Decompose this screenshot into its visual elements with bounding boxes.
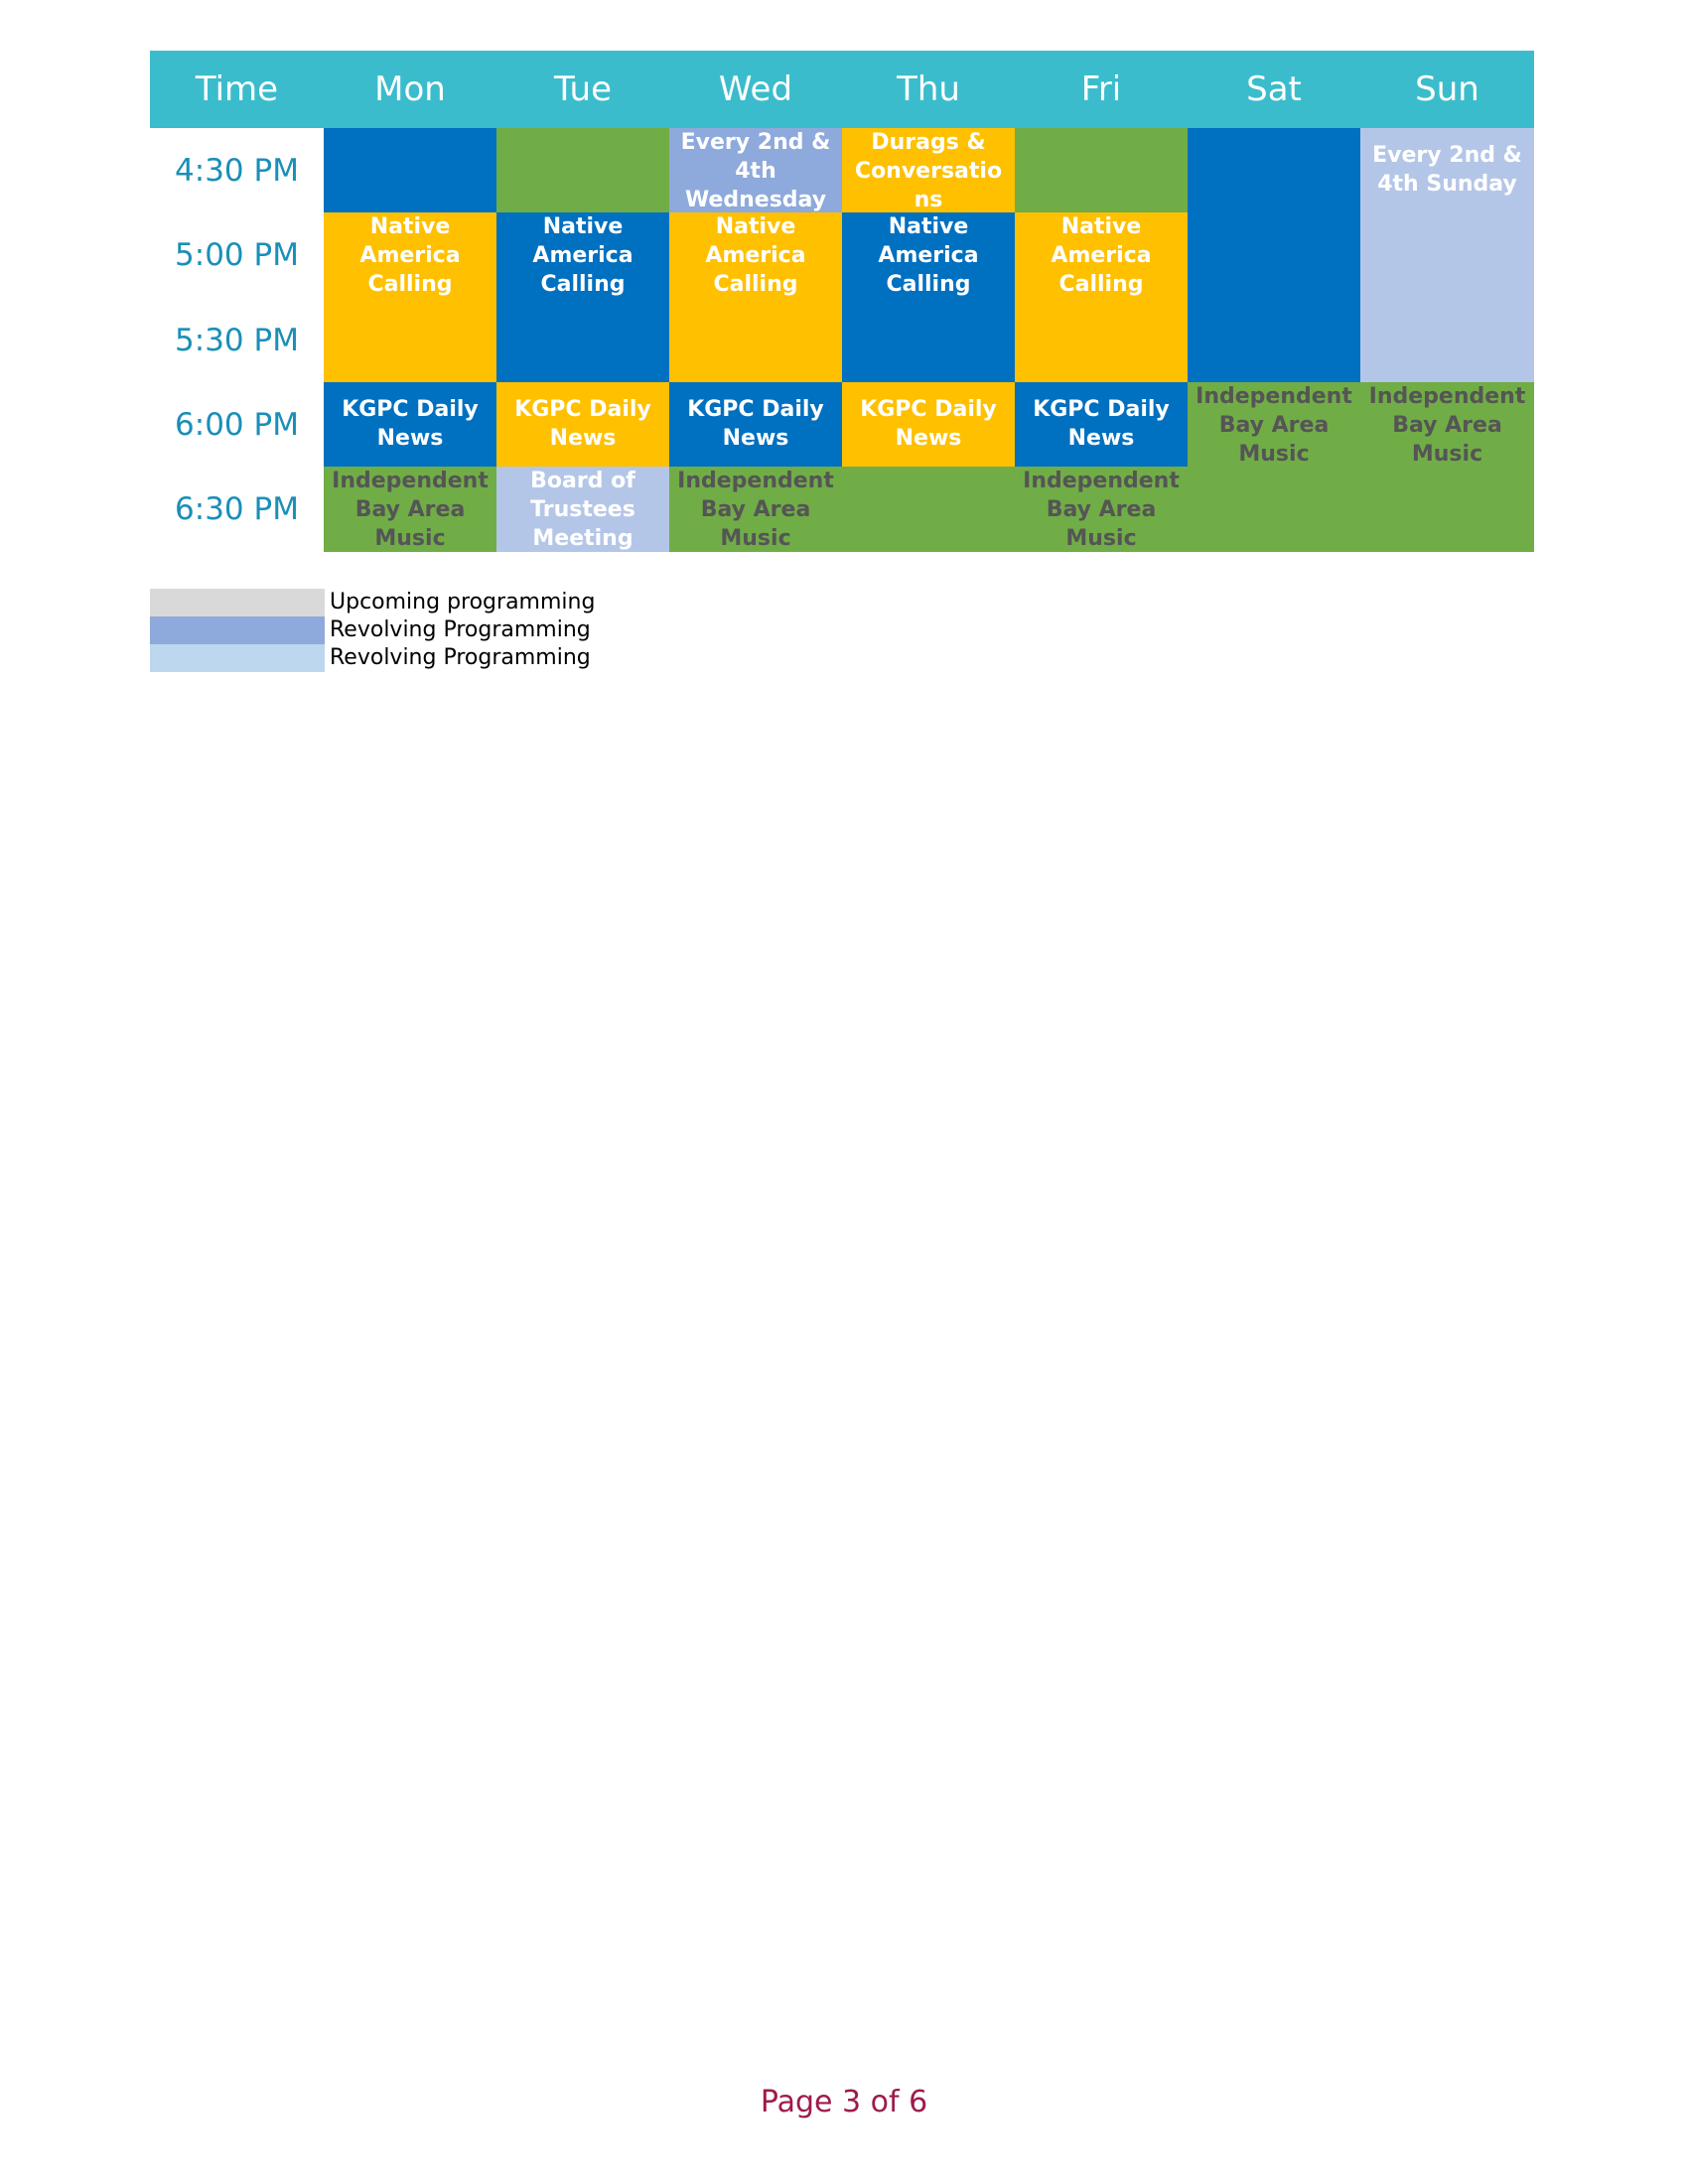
program-title: KGPC Daily News bbox=[342, 397, 479, 451]
program-title: Native America Calling bbox=[878, 214, 979, 297]
legend-swatch bbox=[150, 644, 325, 672]
program-schedule-grid bbox=[150, 51, 1534, 552]
program-title: Board of Trustees Meeting bbox=[530, 469, 635, 551]
program-cell-sat-430 bbox=[1188, 128, 1360, 382]
legend-label: Revolving Programming bbox=[330, 645, 591, 670]
header-time: Time bbox=[150, 51, 324, 128]
program-cell-sun-600 bbox=[1360, 382, 1534, 552]
program-title: Independent Bay Area Music bbox=[1368, 384, 1526, 467]
header-wed: Wed bbox=[669, 51, 842, 128]
program-cell-wed-430 bbox=[669, 128, 842, 212]
program-cell-mon-630 bbox=[324, 467, 496, 552]
header-mon: Mon bbox=[324, 51, 496, 128]
header-tue: Tue bbox=[496, 51, 669, 128]
program-cell-wed-600 bbox=[669, 382, 842, 467]
legend-label: Revolving Programming bbox=[330, 617, 591, 642]
program-cell-wed-630 bbox=[669, 467, 842, 552]
program-cell-thu-430 bbox=[842, 128, 1015, 212]
program-title: KGPC Daily News bbox=[860, 397, 997, 451]
program-title: Native America Calling bbox=[532, 214, 633, 297]
page-number: Page 3 of 6 bbox=[760, 2085, 928, 2119]
time-label-430: 4:30 PM bbox=[175, 152, 299, 189]
program-cell-mon-600 bbox=[324, 382, 496, 467]
program-cell-sun-430 bbox=[1360, 128, 1534, 382]
program-title: Independent Bay Area Music bbox=[1023, 469, 1180, 551]
program-title: Native America Calling bbox=[705, 214, 806, 297]
program-title: Native America Calling bbox=[359, 214, 461, 297]
program-cell-sat-600 bbox=[1188, 382, 1360, 552]
program-title: Every 2nd & 4th Wednesday bbox=[680, 130, 831, 212]
time-label-630: 6:30 PM bbox=[175, 490, 299, 527]
program-cell-tue-430 bbox=[496, 128, 669, 212]
program-cell-thu-500 bbox=[842, 212, 1015, 382]
legend-label: Upcoming programming bbox=[330, 590, 596, 614]
program-cell-fri-630 bbox=[1015, 467, 1188, 552]
program-cell-wed-500 bbox=[669, 212, 842, 382]
program-cell-tue-500 bbox=[496, 212, 669, 382]
program-title: Independent Bay Area Music bbox=[677, 469, 834, 551]
header-sat: Sat bbox=[1188, 51, 1360, 128]
program-cell-mon-430 bbox=[324, 128, 496, 212]
program-cell-tue-600 bbox=[496, 382, 669, 467]
program-cell-thu-600 bbox=[842, 382, 1015, 467]
time-label-600: 6:00 PM bbox=[175, 406, 299, 443]
program-title: Independent Bay Area Music bbox=[332, 469, 489, 551]
program-cell-fri-600 bbox=[1015, 382, 1188, 467]
legend-swatch bbox=[150, 589, 325, 616]
legend-swatch bbox=[150, 616, 325, 644]
time-label-530: 5:30 PM bbox=[175, 322, 299, 358]
program-title: KGPC Daily News bbox=[687, 397, 824, 451]
header-sun: Sun bbox=[1360, 51, 1534, 128]
program-cell-tue-630 bbox=[496, 467, 669, 552]
program-cell-fri-430 bbox=[1015, 128, 1188, 212]
program-title: Durags & Conversatio ns bbox=[854, 130, 1003, 212]
program-cell-mon-500 bbox=[324, 212, 496, 382]
program-title: Every 2nd & 4th Sunday bbox=[1372, 143, 1522, 197]
program-cell-thu-630 bbox=[842, 467, 1015, 552]
program-title: Native America Calling bbox=[1051, 214, 1152, 297]
header-fri: Fri bbox=[1015, 51, 1188, 128]
time-label-500: 5:00 PM bbox=[175, 236, 299, 273]
program-cell-fri-500 bbox=[1015, 212, 1188, 382]
program-title: Independent Bay Area Music bbox=[1196, 384, 1352, 467]
header-thu: Thu bbox=[842, 51, 1015, 128]
program-title: KGPC Daily News bbox=[514, 397, 651, 451]
program-title: KGPC Daily News bbox=[1033, 397, 1170, 451]
